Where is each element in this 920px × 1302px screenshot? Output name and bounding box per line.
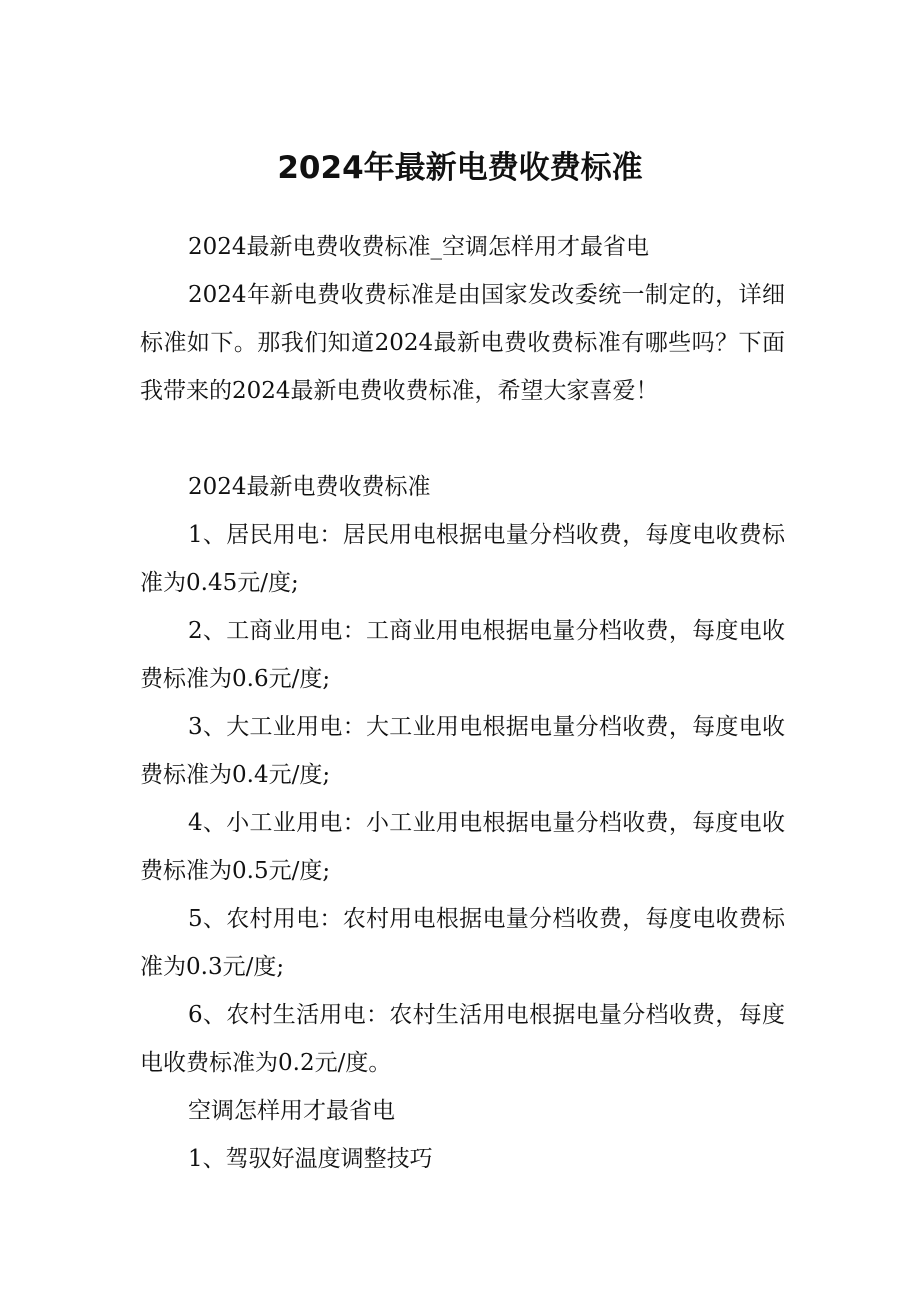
document-title: 2024年最新电费收费标准 [277, 150, 643, 186]
list-item-temperature-tip: 1、驾驭好温度调整技巧 [188, 1146, 433, 1172]
section-heading-standards: 2024最新电费收费标准 [188, 474, 431, 500]
list-item-residential: 1、居民用电：居民用电根据电量分档收费，每度电收费标准为0.45元/度; [140, 522, 785, 596]
document-body [140, 223, 785, 1183]
list-item-rural: 5、农村用电：农村用电根据电量分档收费，每度电收费标准为0.3元/度; [140, 906, 785, 980]
list-item-commercial: 2、工商业用电：工商业用电根据电量分档收费，每度电收费标准为0.6元/度; [140, 618, 785, 692]
section-heading-ac-tips: 空调怎样用才最省电 [188, 1098, 395, 1124]
blank-line [140, 415, 785, 463]
list-item-small-industry: 4、小工业用电：小工业用电根据电量分档收费，每度电收费标准为0.5元/度; [140, 810, 785, 884]
list-item-large-industry: 3、大工业用电：大工业用电根据电量分档收费，每度电收费标准为0.4元/度; [140, 714, 785, 788]
paragraph-intro: 2024年新电费收费标准是由国家发改委统一制定的，详细标准如下。那我们知道2024最新电费收费标准有哪些吗？下面我带来的2024最新电费收费标准，希望大家喜爱！ [140, 282, 785, 404]
list-item-rural-living: 6、农村生活用电：农村生活用电根据电量分档收费，每度电收费标准为0.2元/度。 [140, 1002, 785, 1076]
paragraph-subtitle: 2024最新电费收费标准_空调怎样用才最省电 [188, 234, 650, 260]
